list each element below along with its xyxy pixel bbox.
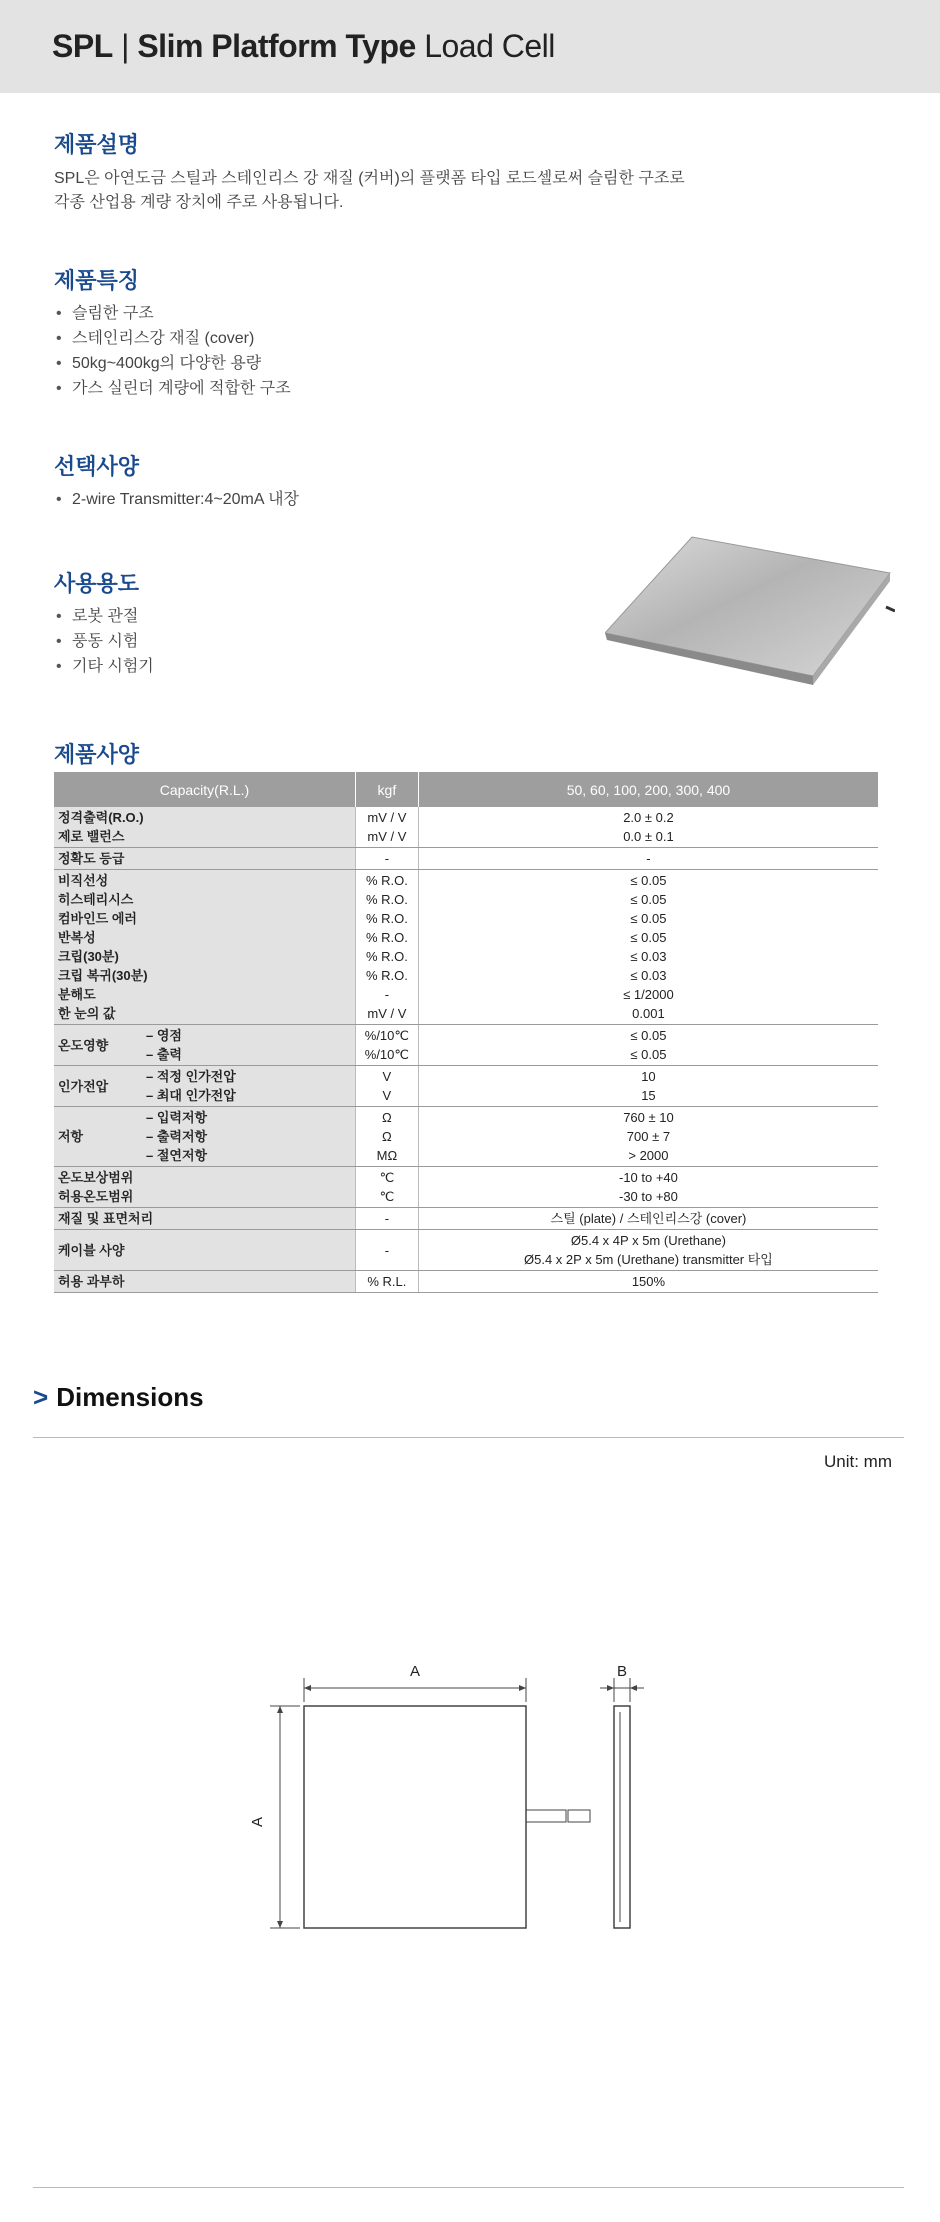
table-row [54,1167,878,1208]
row-value: Ø5.4 x 4P x 5m (Urethane) Ø5.4 x 2P x 5m (Urethane) transmitter 타입 [418,1230,878,1271]
header-unit: kgf [355,772,418,807]
title-separator: | [121,28,129,64]
spec-table [54,772,878,1293]
features-title: 제품특징 [54,268,140,293]
description-text [54,167,685,215]
row-unit: ℃ ℃ [355,1167,418,1208]
option-item: • 2-wire Transmitter:4~20mA 내장 [54,487,299,512]
dimension-label-a-vertical: A [249,1816,266,1828]
table-row [54,1025,878,1066]
row-label: 케이블 사양 [54,1230,355,1271]
row-label: 재질 및 표면처리 [54,1208,355,1230]
table-row [54,1230,878,1271]
row-unit: - [355,1208,418,1230]
feature-item: • 가스 실린더 계량에 적합한 구조 [54,376,291,401]
chevron-right-icon: > [33,1382,49,1412]
description-section [54,128,685,215]
row-unit: % R.O. % R.O. % R.O. % R.O. % R.O. % R.O. - mV / V [355,870,418,1025]
row-sublabel: – 입력저항 – 출력저항 – 절연저항 [142,1107,355,1167]
row-value: -10 to +40 -30 to +80 [418,1167,878,1208]
table-header-row [54,772,878,807]
description-title: 제품설명 [54,132,140,157]
row-value: 2.0 ± 0.2 0.0 ± 0.1 [418,807,878,848]
row-label: 정격출력(R.O.) 제로 밸런스 [54,807,355,848]
row-unit: mV / V mV / V [355,807,418,848]
table-row [54,807,878,848]
page-header [0,0,940,93]
table-row [54,1208,878,1230]
dimension-label-b: B [616,1663,628,1680]
product-image [605,533,895,693]
table-row [54,870,878,1025]
features-section [54,264,291,401]
row-value: 760 ± 10 700 ± 7 > 2000 [418,1107,878,1167]
row-label: 온도영향 [54,1025,142,1066]
dimensions-title [33,1382,204,1413]
row-unit: %/10℃ %/10℃ [355,1025,418,1066]
description-line: SPL은 아연도금 스틸과 스테인리스 강 재질 (커버)의 플랫폼 타입 로드셀로써 슬림한 구조로 [54,170,685,187]
dimension-label-a: A [409,1663,421,1680]
feature-item: • 스테인리스강 재질 (cover) [54,326,291,351]
row-label: 인가전압 [54,1066,142,1107]
page-title [52,28,555,65]
row-label: 허용 과부하 [54,1271,355,1293]
usage-item: • 풍동 시험 [54,629,154,654]
divider [33,1437,904,1438]
row-sublabel: – 영점 – 출력 [142,1025,355,1066]
row-label: 온도보상범위 허용온도범위 [54,1167,355,1208]
row-value: 150% [418,1271,878,1293]
divider [33,2187,904,2188]
table-row [54,848,878,870]
table-row [54,1066,878,1107]
row-label: 저항 [54,1107,142,1167]
row-value: - [418,848,878,870]
row-value: ≤ 0.05 ≤ 0.05 ≤ 0.05 ≤ 0.05 ≤ 0.03 ≤ 0.03 ≤ 1/2000 0.001 [418,870,878,1025]
feature-item: • 50kg~400kg의 다양한 용량 [54,351,291,376]
row-unit: - [355,848,418,870]
spec-title: 제품사양 [54,742,140,767]
row-sublabel: – 적정 인가전압 – 최대 인가전압 [142,1066,355,1107]
row-label: 비직선성 히스테리시스 컴바인드 에러 반복성 크립(30분) 크립 복귀(30분) 분해도 한 눈의 값 [54,870,355,1025]
table-row [54,1271,878,1293]
row-label: 정확도 등급 [54,848,355,870]
row-unit: V V [355,1066,418,1107]
usage-title: 사용용도 [54,571,140,596]
product-category: Load Cell [424,28,555,64]
row-unit: Ω Ω MΩ [355,1107,418,1167]
product-type: Slim Platform Type [137,28,416,64]
row-value: 10 15 [418,1066,878,1107]
usage-section [54,567,154,679]
usage-item: • 로봇 관절 [54,604,154,629]
table-row [54,1107,878,1167]
options-title: 선택사양 [54,454,140,479]
header-values: 50, 60, 100, 200, 300, 400 [418,772,878,807]
row-value: ≤ 0.05 ≤ 0.05 [418,1025,878,1066]
options-section [54,450,299,512]
unit-label: Unit: mm [824,1452,892,1471]
dimension-drawing [240,1650,660,1950]
feature-item: • 슬림한 구조 [54,301,291,326]
dimensions-heading: Dimensions [56,1382,204,1412]
header-capacity: Capacity(R.L.) [54,772,355,807]
description-line: 각종 산업용 계량 장치에 주로 사용됩니다. [54,194,344,211]
row-value: 스틸 (plate) / 스테인리스강 (cover) [418,1208,878,1230]
spec-section [54,738,139,769]
row-unit: - [355,1230,418,1271]
product-code: SPL [52,28,113,64]
usage-item: • 기타 시험기 [54,654,154,679]
row-unit: % R.L. [355,1271,418,1293]
